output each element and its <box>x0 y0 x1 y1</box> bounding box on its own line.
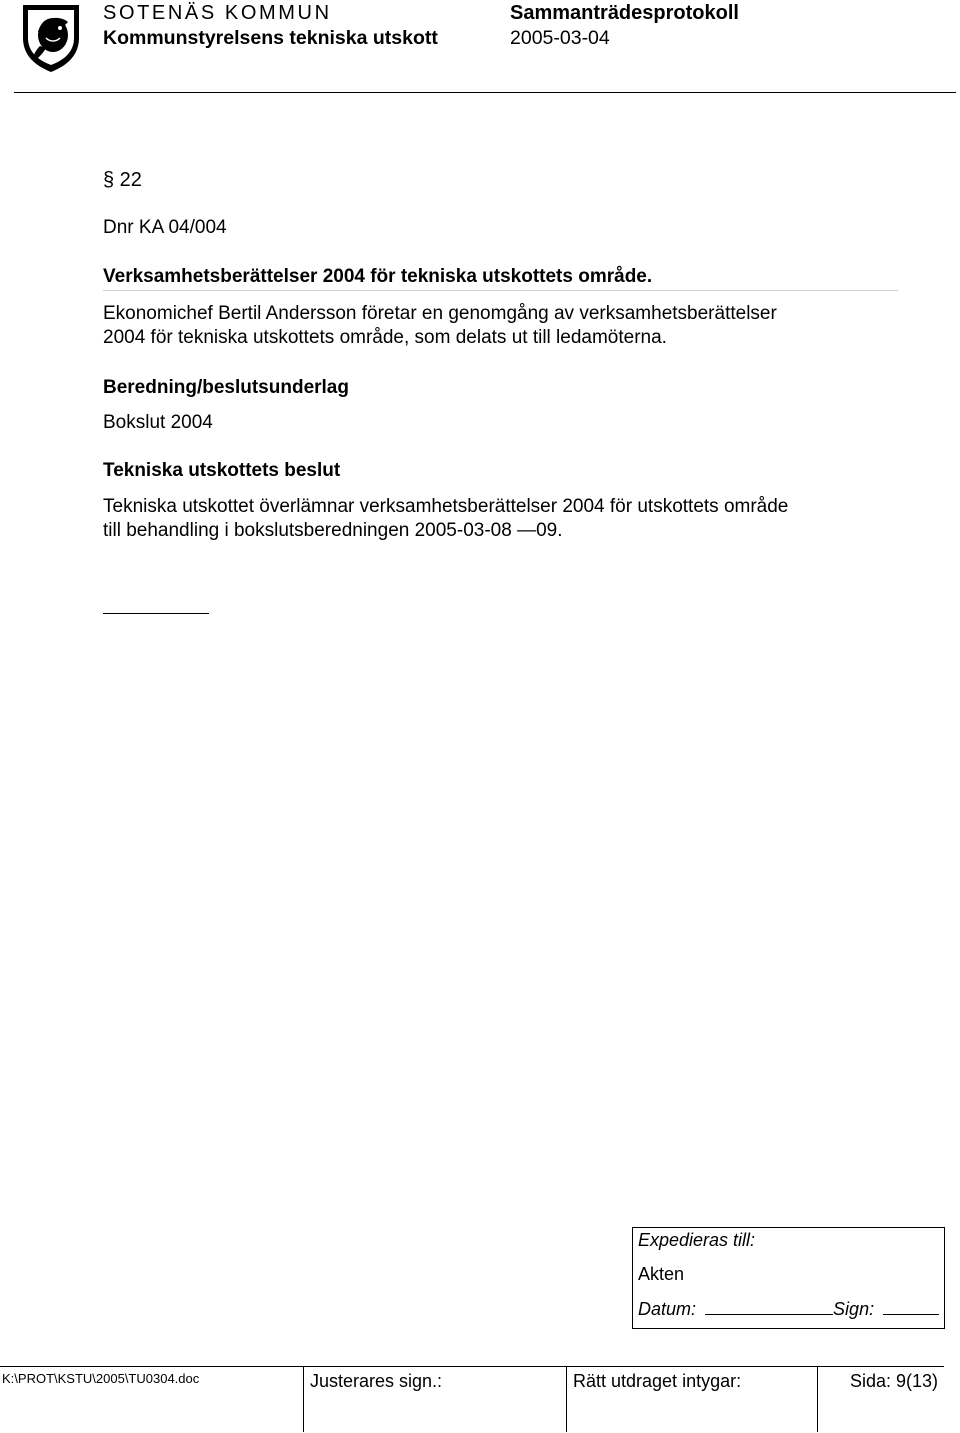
dispatch-recipient: Akten <box>638 1264 685 1284</box>
dispatch-date-line <box>705 1300 833 1315</box>
footer-column-separator <box>566 1366 567 1432</box>
decision-line: till behandling i bokslutsberedningen 2005-03-08 —09. <box>103 520 563 541</box>
dispatch-label: Expedieras till: <box>638 1230 756 1250</box>
end-of-section-line <box>103 613 209 614</box>
footer-divider <box>0 1366 944 1367</box>
basis-heading: Beredning/beslutsunderlag <box>103 377 349 398</box>
diary-number: Dnr KA 04/004 <box>103 217 227 238</box>
organization-name: SOTENÄS KOMMUN <box>103 2 332 24</box>
dispatch-box <box>632 1227 945 1329</box>
dispatch-signature-row <box>638 1299 939 1320</box>
footer-certified: Rätt utdraget intygar: <box>573 1371 742 1391</box>
footer-column-separator <box>817 1366 818 1432</box>
paragraph-number: § 22 <box>103 169 142 191</box>
document-type: Sammanträdesprotokoll <box>510 2 739 24</box>
committee-name: Kommunstyrelsens tekniska utskott <box>103 27 438 49</box>
section-title: Verksamhetsberättelser 2004 för tekniska utskottets område. <box>103 266 653 287</box>
municipality-coat-of-arms-icon <box>20 2 82 74</box>
footer-page-number: Sida: 9(13) <box>850 1371 939 1391</box>
title-divider <box>103 290 898 291</box>
footer-column-separator <box>303 1366 304 1432</box>
dispatch-sign-label: Sign: <box>833 1299 875 1319</box>
decision-paragraph <box>103 495 788 543</box>
dispatch-sign-line <box>883 1300 939 1315</box>
intro-line: Ekonomichef Bertil Andersson företar en genomgång av verksamhetsberättelser <box>103 303 777 324</box>
intro-line: 2004 för tekniska utskottets område, som delats ut till ledamöterna. <box>103 327 667 348</box>
decision-heading: Tekniska utskottets beslut <box>103 460 341 481</box>
dispatch-date-label: Datum: <box>638 1299 697 1319</box>
intro-paragraph <box>103 302 777 350</box>
header-divider <box>14 92 956 93</box>
decision-line: Tekniska utskottet överlämnar verksamhetsberättelser 2004 för utskottets område <box>103 496 789 517</box>
footer-adjuster-sign: Justerares sign.: <box>310 1371 443 1391</box>
meeting-date: 2005-03-04 <box>510 27 610 49</box>
footer-file-path: K:\PROT\KSTU\2005\TU0304.doc <box>2 1371 200 1386</box>
basis-item: Bokslut 2004 <box>103 412 213 433</box>
